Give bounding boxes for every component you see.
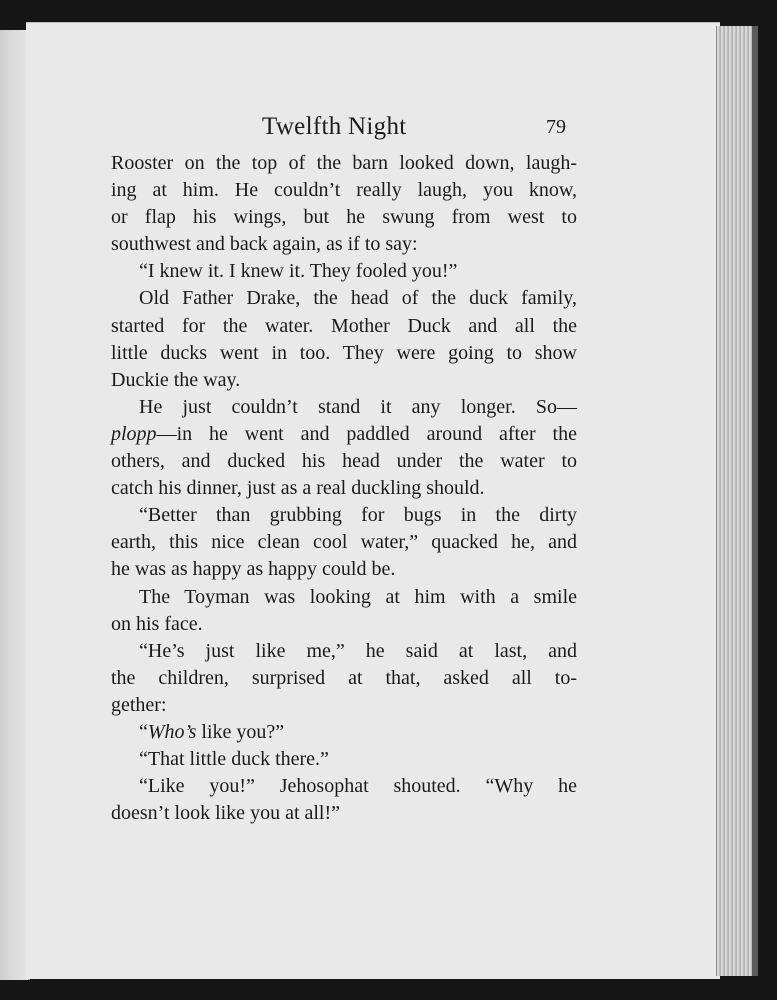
body-text xyxy=(111,150,577,827)
text-line: earth, this nice clean cool water,” quacked he, and xyxy=(111,531,577,554)
page-stack-edge xyxy=(716,26,755,976)
text-line: “He’s just like me,” he said at last, and xyxy=(139,639,577,662)
text-line: Old Father Drake, the head of the duck family, xyxy=(139,287,577,310)
text-line: Rooster on the top of the barn looked down, laugh- xyxy=(111,152,577,174)
text-line: the children, surprised at that, asked all to- xyxy=(111,666,577,689)
text-line: southwest and back again, as if to say: xyxy=(111,233,418,256)
text-line: little ducks went in too. They were going to show xyxy=(111,341,577,364)
text-line: he was as happy as happy could be. xyxy=(111,558,396,581)
text-line: gether: xyxy=(111,693,167,716)
text-line xyxy=(111,421,577,448)
text-line: catch his dinner, just as a real duckling should. xyxy=(111,477,485,500)
text-line: on his face. xyxy=(111,612,203,635)
text-line: He just couldn’t stand it any longer. So— xyxy=(139,395,577,418)
text-line: started for the water. Mother Duck and all the xyxy=(111,314,577,337)
text-line-rest: —in he went and paddled around after the xyxy=(156,422,577,445)
text-line: others, and ducked his head under the water to xyxy=(111,450,577,473)
text-line: “Better than grubbing for bugs in the dirty xyxy=(139,504,577,527)
italic-word-whos: Who’s xyxy=(147,720,197,743)
text-line xyxy=(111,719,577,746)
text-line: doesn’t look like you at all!” xyxy=(111,802,341,825)
text-line: “That little duck there.” xyxy=(139,748,329,771)
text-line: The Toyman was looking at him with a smile xyxy=(139,585,577,608)
page-header xyxy=(0,113,777,145)
running-title: Twelfth Night xyxy=(262,113,407,140)
text-line: Duckie the way. xyxy=(111,368,241,391)
text-line: ing at him. He couldn’t really laugh, you know, xyxy=(111,179,577,202)
book-cover-edge xyxy=(752,26,758,976)
italic-word-plopp: plopp xyxy=(111,422,157,445)
text-line: “I knew it. I knew it. They fooled you!” xyxy=(139,260,458,283)
text-line-open-quote: “ xyxy=(139,720,148,743)
text-line: “Like you!” Jehosophat shouted. “Why he xyxy=(139,775,577,798)
page-number: 79 xyxy=(546,116,566,138)
text-line: or flap his wings, but he swung from west to xyxy=(111,206,577,229)
text-line-rest: like you?” xyxy=(196,720,285,743)
